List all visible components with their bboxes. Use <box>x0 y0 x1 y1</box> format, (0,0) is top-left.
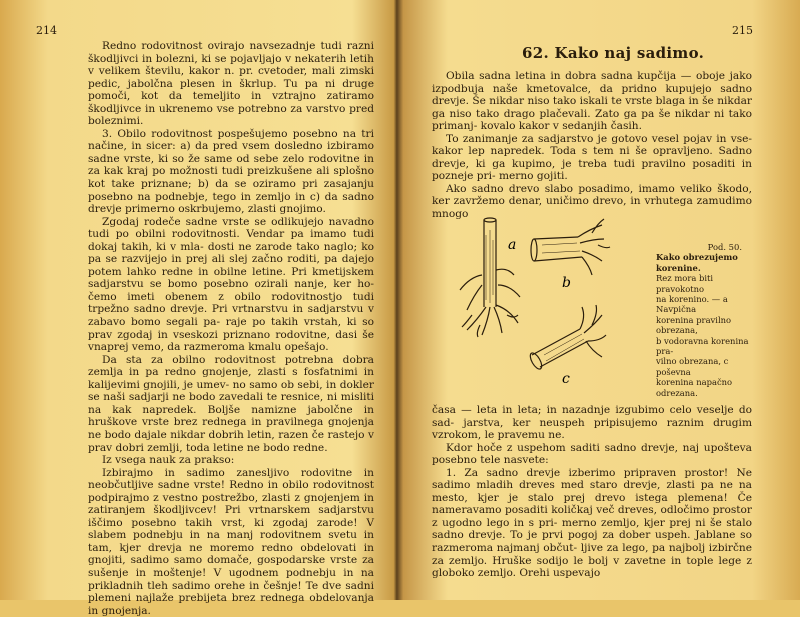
figure-label-b: b <box>562 275 571 291</box>
paragraph: Izbirajmo in sadimo zanesljivo rodovitne in neobčutljive sadne vrste! Redno in obilo rodovitnost podpirajmo z vestno postrežbo, zlasti z gnojenjem in zatiranjem škodljivcev! Pri vrtnarskem sadjarstvu iščimo posebno takih vrst, ki zgodaj zarode! V slabem podnebju in na manj rodovitnem svetu in tam, kjer drevja ne moremo redno obdelovati in gnojiti, sadimo samo domače, gospodarske vrste za sušenje in moštenje! V ugodnem podnebju in na prikladnih tleh sadimo orehe in češnje! Te dve sadni plemeni najlaže prebijeta brez rednega obdelovanja in gnojenja. <box>88 466 375 617</box>
figure-title: Kako obrezujemo korenine. <box>656 252 738 273</box>
vertical-root-drawing <box>460 218 520 337</box>
root-pruning-illustration <box>452 215 652 390</box>
right-page-text-bottom <box>432 404 752 580</box>
section-heading: 62. Kako naj sadimo. <box>522 44 705 62</box>
figure-label-a: a <box>508 237 517 253</box>
paragraph: 1. Za sadno drevje izberimo pripraven prostor! Ne sadimo mladih dreves med staro drevje, zlasti pa ne na mesto, kjer je stalo prej drevo istega plemena! Če nameravamo posaditi količkaj več dreves, odločimo prostor z ugodno lego in s pri- merno zemljo, kjer prej ni še stalo sadno drevje. To je prvi pogoj za dober uspeh. Jablane so razmeroma najmanj občut- ljive za lego, pa najbolj izbirčne za zemljo. Hruške sodijo le bolj v zavetne in tople lege z globoko zemljo. Orehi uspevajo <box>432 466 752 580</box>
paragraph: Iz vsega nauk za prakso: <box>102 454 235 467</box>
figure-caption <box>656 242 754 398</box>
paragraph: časa — leta in leta; in nazadnje izgubimo celo veselje do sad- jarstva, ker neuspeh pripisujemo raznim drugim vzrokom, le pravemu ne. <box>432 404 752 442</box>
caption-line: Rez mora biti pravokotno <box>656 273 714 294</box>
right-page <box>402 0 800 600</box>
caption-line: na korenino. — a Navpična <box>656 294 728 315</box>
page-number: 214 <box>36 24 57 37</box>
paragraph: Ako sadno drevo slabo posadimo, imamo veliko škodo, ker zavržemo denar, uničimo drevo, in vrhutega zamudimo mnogo <box>432 182 752 221</box>
caption-line: vilno obrezana, c poševna <box>656 356 729 377</box>
horizontal-root-drawing <box>531 219 610 275</box>
paragraph: Obila sadna letina in dobra sadna kupčija — oboje jako izpodbuja naše kmetovalce, da pridno kupujejo sadno drevje. Še nikdar niso tako iskali te vrste blaga in še nikdar ga niso tako drago plačevali. Zato ga pa še nikdar ni tako primanj- kovalo kakor v sedanjih časih. <box>432 70 752 133</box>
figure-number: Pod. 50. <box>707 242 742 252</box>
paragraph: Kdor hoče z uspehom saditi sadno drevje, naj upošteva posebno tele nasvete: <box>432 441 752 467</box>
caption-line: korenina pravilno obrezana, <box>656 314 732 336</box>
left-page <box>0 0 398 617</box>
page-number: 215 <box>732 24 753 37</box>
paragraph: Da sta za obilno rodovitnost potrebna dobra zemlja in pa redno gnojenje, zlasti s fosfatnimi in kalijevimi gnojili, je umev- no samo ob sebi, in dokler se naši sadjarji ne bodo zavedali te resnice, ni misliti na kak napredek. Boljše namizne jabolčne in hruškove vrste brez rednega in pravilnega gnojenja ne bodo dajale nikdar dobrih letin, razen če rastejo v prav dobri zemlji, toda letine ne bodo redne. <box>88 353 374 454</box>
paragraph: 3. Obilo rodovitnost pospešujemo posebno na tri načine, in sicer: a) da pred vsem dosledno izbiramo sadne vrste, ki so že same od sebe zelo rodovitne in za kak kraj po možnosti tudi preizkušene ali splošno kot take priznane; b) da se oziramo pri zasajanju posebno na podnebje, tego in zemljo in c) da sadno drevje primerno oskrbujemo, zlasti gnojimo. <box>88 127 374 216</box>
paragraph: Zgodaj rodeče sadne vrste se odlikujejo navadno tudi po obilni rodovitnosti. Vendar pa imamo tudi dokaj takih, ki v mla- dosti ne zarode tako naglo; ko pa se razvijejo in prej ali slej začno roditi, pa dajejo potem lahko redne in obilne letine. Pri kmetijskem sadjarstvu se bomo posebno ozirali nanje, ker ho- čemo imeti obenem z obilo rodovitnostjo tudi trpežno sadno drevje. Pri vrtnarstvu in sadjarstvu v zabavo bomo segali pa- raje po takih vrstah, ki so prav zgodaj in vseskozi priznano rodovitne, dasi še vnaprej vemo, da razmeroma kmalu opešajo. <box>88 215 375 354</box>
figure-label-c: c <box>562 371 570 387</box>
left-page-text <box>88 40 374 617</box>
paragraph: To zanimanje za sadjarstvo je gotovo vesel pojav in vse- kakor lep napredek. Toda s tem ni še opravljeno. Sadno drevje, ki ga kupimo, je treba tudi pravilno posaditi in pozneje pri- merno gojiti. <box>432 132 752 183</box>
caption-line: b vodoravna korenina pra- <box>656 335 749 357</box>
caption-line: korenina napačno odrezana. <box>656 377 733 398</box>
right-page-text-top <box>432 70 752 221</box>
paragraph: Redno rodovitnost ovirajo navsezadnje tudi razni škodljivci in bolezni, ki se pojavljajo v nekaterih letih v velikem številu, kakor n. pr. cvetoder, mali zimski pedic, jabolčna plesen in škrlup. Tu pa ni druge pomoči, kot da temeljito in vztrajno zatiramo škodljivce in ukrenemo vse potrebno za varstvo pred boleznimi. <box>88 40 374 128</box>
oblique-root-drawing <box>528 305 606 371</box>
